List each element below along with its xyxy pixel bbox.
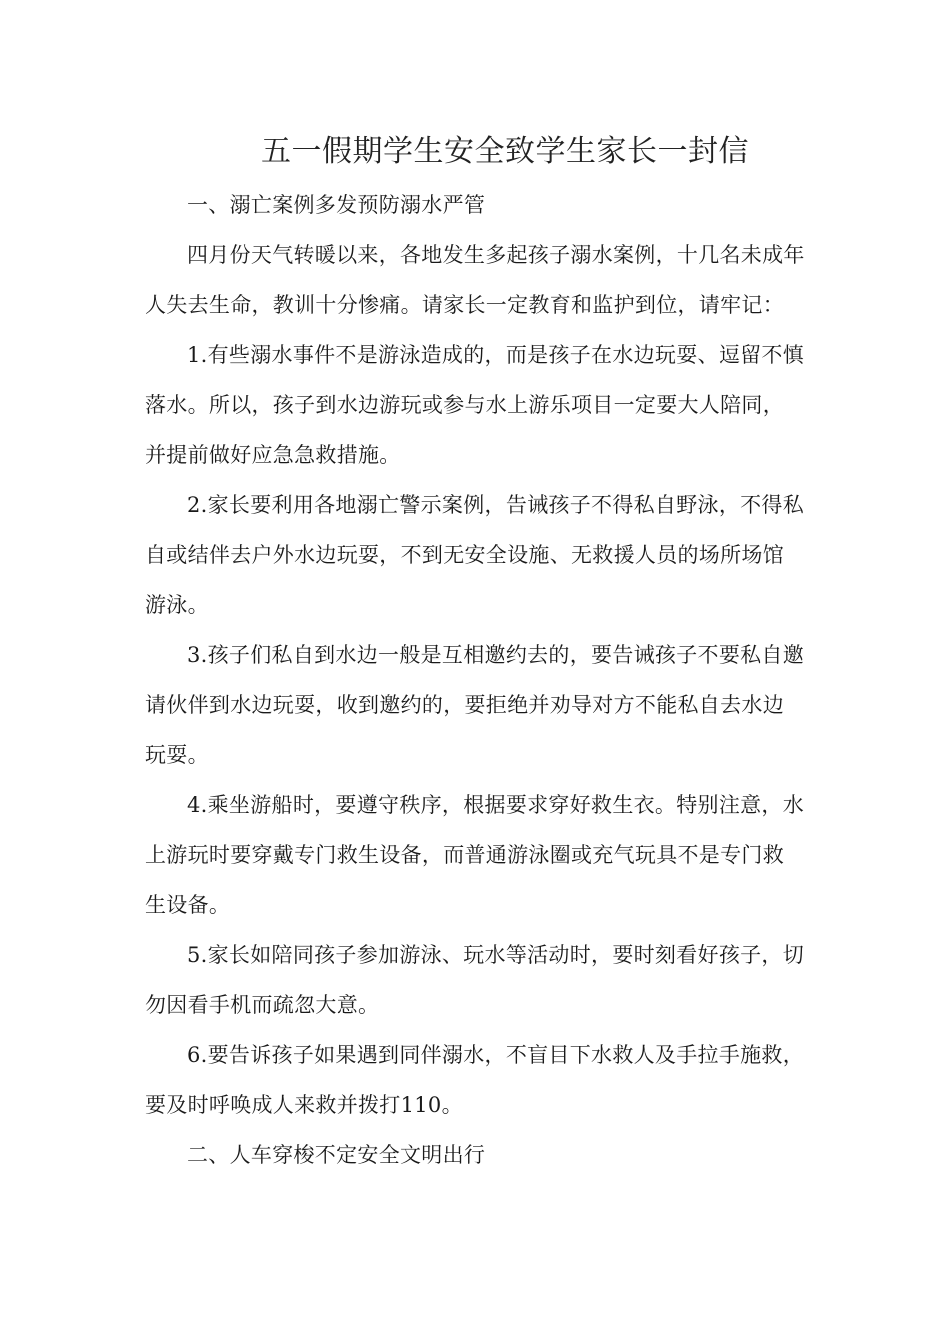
list-item: 6.要告诉孩子如果遇到同伴溺水，不盲目下水救人及手拉手施救，要及时呼唤成人来救并拨打110。	[145, 1043, 805, 1117]
intro-paragraph: 四月份天气转暖以来，各地发生多起孩子溺水案例，十几名未成年人失去生命，教训十分惨痛。请家长一定教育和监护到位，请牢记：	[145, 243, 805, 317]
list-item: 3.孩子们私自到水边一般是互相邀约去的，要告诫孩子不要私自邀请伙伴到水边玩耍，收到邀约的，要拒绝并劝导对方不能私自去水边玩耍。	[145, 643, 805, 767]
section-heading-2: 二、人车穿梭不定安全文明出行	[187, 1143, 486, 1167]
document-title: 五一假期学生安全致学生家长一封信	[261, 134, 749, 169]
list-item: 1.有些溺水事件不是游泳造成的，而是孩子在水边玩耍、逗留不慎落水。所以，孩子到水边游玩或参与水上游乐项目一定要大人陪同，并提前做好应急急救措施。	[145, 343, 805, 467]
list-item: 4.乘坐游船时，要遵守秩序，根据要求穿好救生衣。特别注意，水上游玩时要穿戴专门救生设备，而普通游泳圈或充气玩具不是专门救生设备。	[145, 793, 805, 917]
document-body	[145, 180, 805, 1180]
list-item: 5.家长如陪同孩子参加游泳、玩水等活动时，要时刻看好孩子，切勿因看手机而疏忽大意。	[145, 943, 805, 1017]
section-heading-1: 一、溺亡案例多发预防溺水严管	[187, 193, 486, 217]
list-item: 2.家长要利用各地溺亡警示案例，告诫孩子不得私自野泳，不得私自或结伴去户外水边玩耍，不到无安全设施、无救援人员的场所场馆游泳。	[145, 493, 805, 617]
